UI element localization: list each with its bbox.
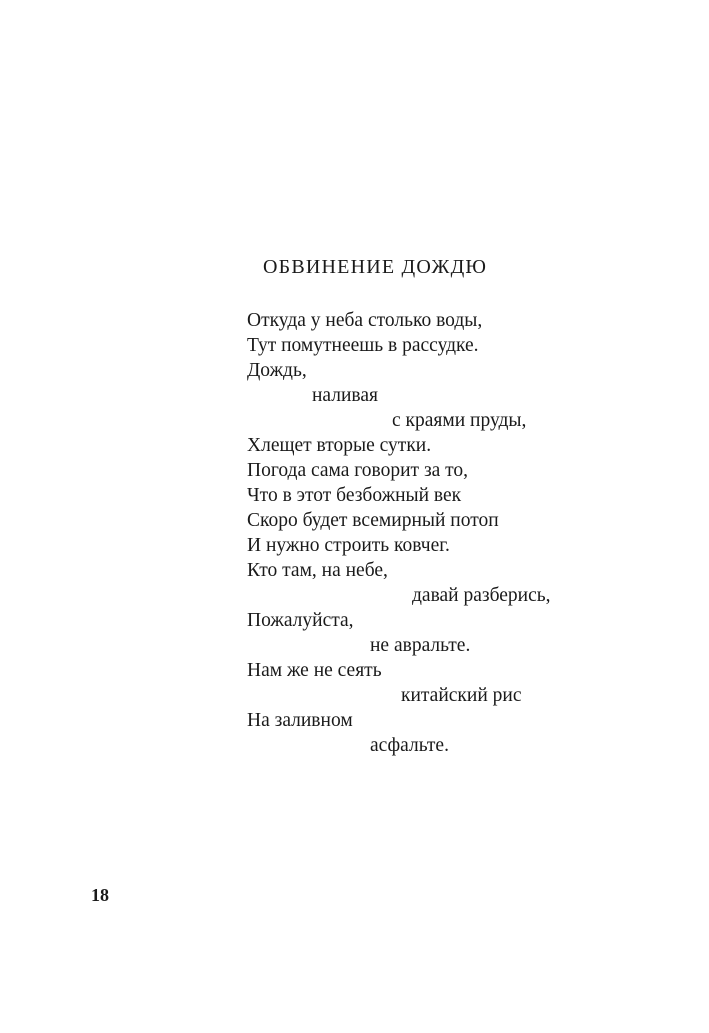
poem-line: Хлещет вторые сутки. [247,435,432,456]
poem-line: Погода сама говорит за то, [247,460,469,481]
poem-line: Скоро будет всемирный потоп [247,510,499,531]
poem-line: Нам же не сеять [247,660,382,681]
poem-line: Тут помутнеешь в рассудке. [247,335,479,356]
poem-line: асфальте. [370,735,449,756]
page-number: 18 [91,885,109,905]
poem-title: ОБВИНЕНИЕ ДОЖДЮ [263,256,488,278]
poem-line: Что в этот безбожный век [247,485,462,506]
poem-line: с краями пруды, [392,410,527,431]
poem-line: китайский рис [401,685,522,706]
poem-line: давай разберись, [412,585,551,606]
poem-line: Откуда у неба столько воды, [247,310,483,331]
poem-line: Пожалуйста, [247,610,354,631]
poem-body [247,308,551,758]
poem-line: наливая [312,385,379,406]
poem-line: И нужно строить ковчег. [247,535,450,556]
poem-line: На заливном [247,710,353,731]
poem-line: не авральте. [370,635,471,656]
poem-line: Дождь, [247,360,307,381]
poem-line: Кто там, на небе, [247,560,388,581]
